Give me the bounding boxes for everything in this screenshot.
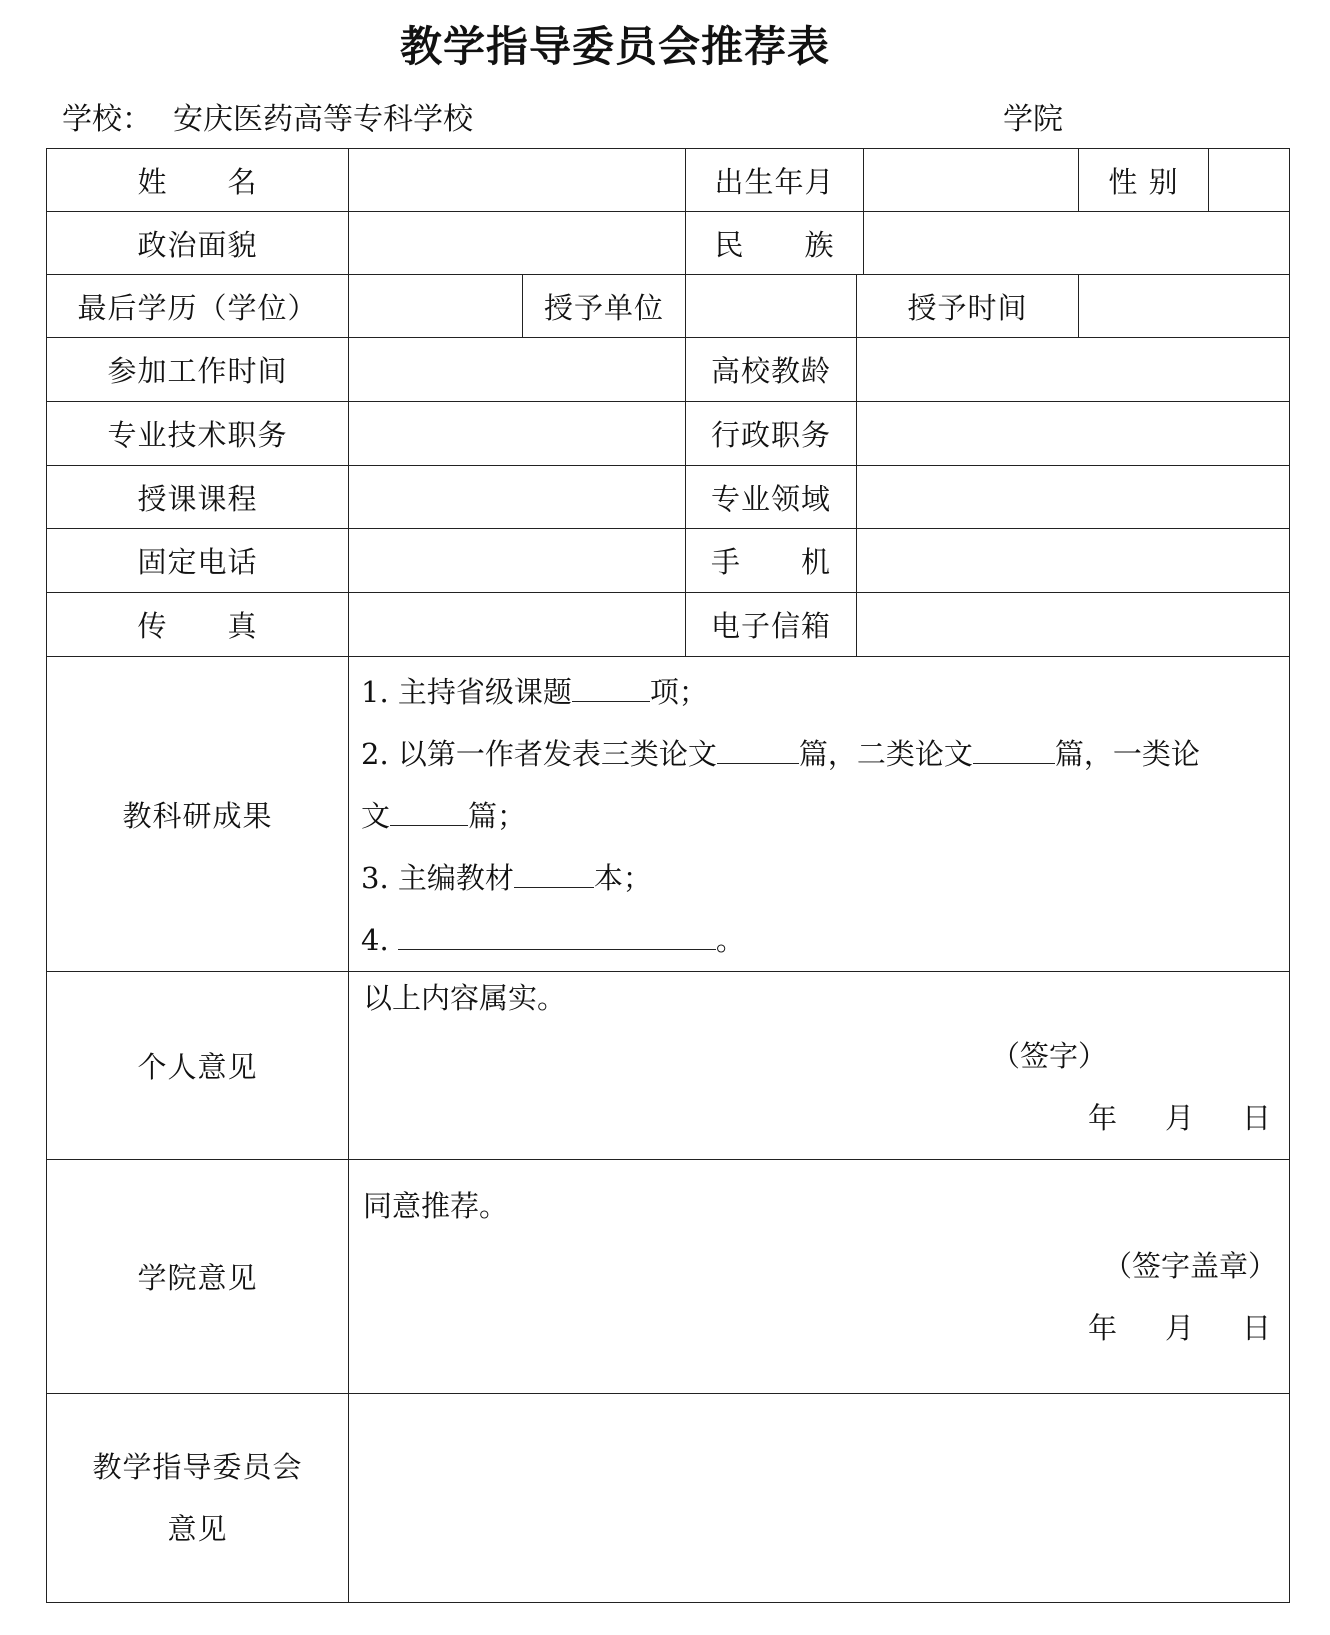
school-name: 安庆医药高等专科学校 — [173, 102, 473, 137]
blank-class1-papers[interactable] — [390, 795, 468, 826]
title-rank-field[interactable] — [349, 402, 686, 466]
research-line-2: 2. 以第一作者发表三类论文 篇，二类论文 篇，一类论 — [361, 723, 1281, 785]
college-statement: 同意推荐。 — [363, 1189, 509, 1223]
gender-label: 性 别 — [1079, 149, 1209, 212]
teaching-years-label: 高校教龄 — [686, 338, 857, 402]
college-opinion-content[interactable] — [349, 1160, 1290, 1394]
email-field[interactable] — [857, 593, 1290, 657]
ethnicity-label: 民 族 — [686, 212, 864, 275]
research-line-5: 4. 。 — [361, 909, 1281, 971]
gender-field[interactable] — [1209, 149, 1290, 212]
blank-textbooks[interactable] — [514, 857, 594, 888]
grant-unit-label: 授予单位 — [523, 275, 686, 338]
mobile-field[interactable] — [857, 529, 1290, 593]
degree-label: 最后学历（学位） — [47, 275, 349, 338]
field-area-field[interactable] — [857, 466, 1290, 529]
grant-time-field[interactable] — [1079, 275, 1290, 338]
form-title: 教学指导委员会推荐表 — [399, 22, 830, 71]
name-label: 姓 名 — [47, 149, 349, 212]
field-area-label: 专业领域 — [686, 466, 857, 529]
grant-unit-field[interactable] — [686, 275, 857, 338]
political-label: 政治面貌 — [47, 212, 349, 275]
ethnicity-field[interactable] — [864, 212, 1290, 275]
personal-signature-label: （签字） — [991, 1039, 1108, 1073]
fax-field[interactable] — [349, 593, 686, 657]
research-content[interactable] — [349, 657, 1290, 972]
research-line-4: 3. 主编教材 本； — [361, 847, 1281, 909]
political-field[interactable] — [349, 212, 686, 275]
name-field[interactable] — [349, 149, 686, 212]
birth-field[interactable] — [864, 149, 1079, 212]
fax-label: 传 真 — [47, 593, 349, 657]
personal-statement: 以上内容属实。 — [363, 981, 567, 1015]
phone-field[interactable] — [349, 529, 686, 593]
personal-date: 年 月 日 — [1087, 1101, 1272, 1135]
degree-field[interactable] — [349, 275, 523, 338]
committee-opinion-content[interactable] — [349, 1394, 1290, 1603]
research-label: 教科研成果 — [47, 657, 349, 972]
work-start-field[interactable] — [349, 338, 686, 402]
birth-label: 出生年月 — [686, 149, 864, 212]
recommendation-form-table — [46, 148, 1290, 1603]
admin-post-label: 行政职务 — [686, 402, 857, 466]
title-rank-label: 专业技术职务 — [47, 402, 349, 466]
mobile-label: 手 机 — [686, 529, 857, 593]
college-opinion-label: 学院意见 — [47, 1160, 349, 1394]
blank-class2-papers[interactable] — [973, 733, 1055, 764]
blank-other-achievements[interactable] — [398, 919, 716, 950]
grant-time-label: 授予时间 — [857, 275, 1079, 338]
email-label: 电子信箱 — [686, 593, 857, 657]
college-date: 年 月 日 — [1087, 1311, 1272, 1345]
work-start-label: 参加工作时间 — [47, 338, 349, 402]
admin-post-field[interactable] — [857, 402, 1290, 466]
teaching-years-field[interactable] — [857, 338, 1290, 402]
research-line-3: 文 篇； — [361, 785, 1281, 847]
research-line-1: 1. 主持省级课题 项； — [361, 661, 1281, 723]
committee-opinion-label: 教学指导委员会 意见 — [47, 1394, 349, 1603]
school-label: 学校： — [62, 102, 152, 137]
blank-provincial-projects[interactable] — [572, 671, 650, 702]
college-signature-label: （签字盖章） — [1103, 1249, 1278, 1283]
courses-field[interactable] — [349, 466, 686, 529]
college-label: 学院 — [1003, 102, 1063, 137]
courses-label: 授课课程 — [47, 466, 349, 529]
personal-opinion-content[interactable] — [349, 972, 1290, 1160]
personal-opinion-label: 个人意见 — [47, 972, 349, 1160]
blank-class3-papers[interactable] — [717, 733, 799, 764]
phone-label: 固定电话 — [47, 529, 349, 593]
